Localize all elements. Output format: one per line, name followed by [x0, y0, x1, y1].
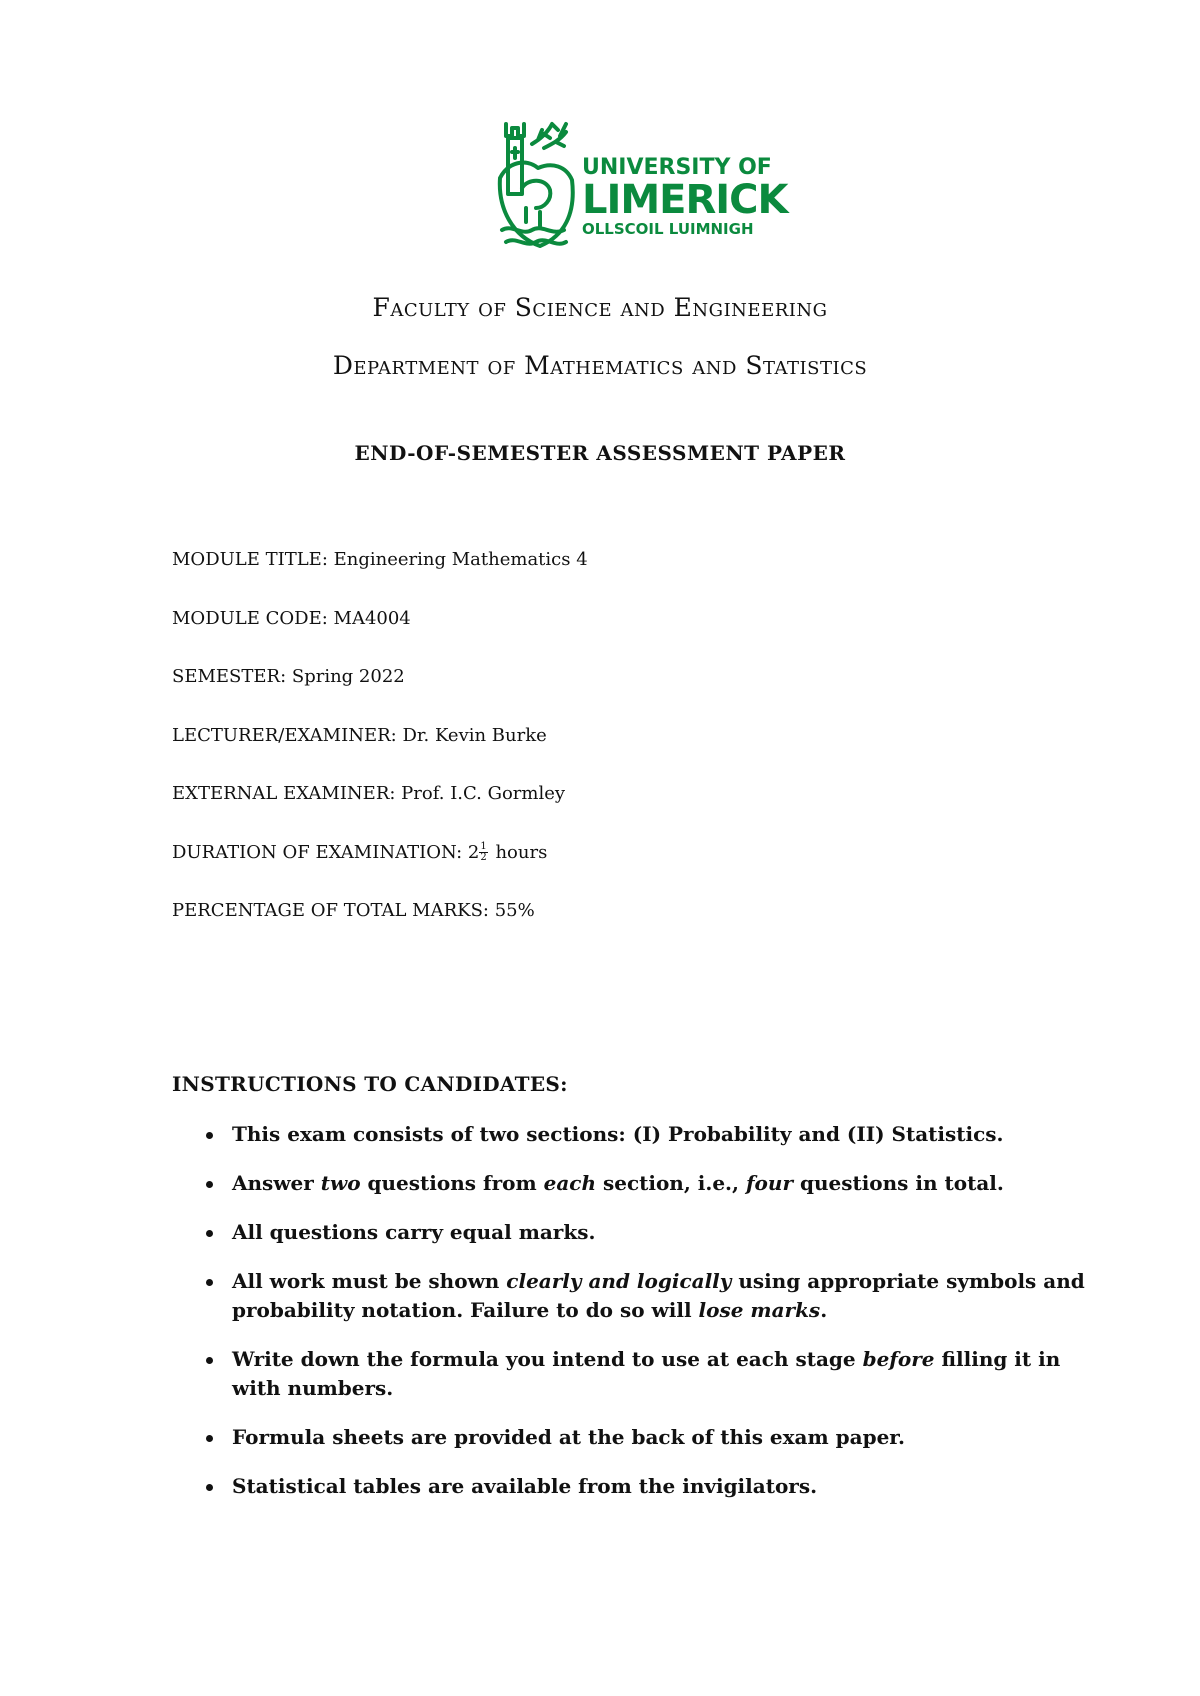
duration-denominator: 2: [480, 852, 487, 863]
module-code-row: [172, 607, 588, 666]
duration-numerator: 1: [480, 841, 487, 852]
instruction-emphasis: four: [745, 1171, 793, 1195]
paper-title: END-OF-SEMESTER ASSESSMENT PAPER: [354, 441, 846, 465]
bullet-icon: [206, 1230, 213, 1237]
semester-label: SEMESTER:: [172, 666, 287, 687]
instruction-item: [200, 1345, 1100, 1403]
instruction-text: Answer: [232, 1171, 314, 1195]
module-info: [172, 548, 588, 958]
instruction-text: section, i.e.,: [602, 1171, 739, 1195]
instruction-emphasis: two: [320, 1171, 361, 1195]
logo-line-2: LIMERICK: [582, 177, 788, 223]
instructions-list: [200, 1120, 1100, 1521]
logo-wordmark: [582, 156, 788, 238]
lecturer-value: Dr. Kevin Burke: [402, 724, 547, 746]
instruction-item: [200, 1169, 1100, 1198]
module-title-row: [172, 548, 588, 607]
duration-whole: 2: [467, 841, 480, 863]
bullet-icon: [206, 1357, 213, 1364]
logo-line-3: OLLSCOIL LUIMNIGH: [582, 220, 754, 238]
module-title-label: MODULE TITLE:: [172, 549, 328, 570]
external-examiner-value: Prof. I.C. Gormley: [401, 783, 566, 804]
lecturer-row: [172, 724, 588, 783]
instruction-text: questions from: [367, 1171, 537, 1195]
bullet-icon: [206, 1181, 213, 1188]
instruction-emphasis: clearly and logically: [506, 1269, 732, 1293]
semester-row: [172, 665, 588, 724]
module-title-value: Engineering Mathematics 4: [333, 549, 588, 570]
crest-icon: [492, 118, 582, 258]
faculty-heading: Faculty of Science and Engineering: [372, 293, 828, 322]
instruction-emphasis: each: [543, 1171, 596, 1195]
instruction-item: [200, 1472, 1100, 1501]
instruction-text: Formula sheets are provided at the back of this exam paper.: [232, 1425, 905, 1449]
instruction-text: Statistical tables are available from the invigilators.: [232, 1474, 818, 1498]
instruction-text: This exam consists of two sections: (I) Probability and (II) Statistics.: [232, 1122, 1004, 1146]
instruction-item: [200, 1267, 1100, 1325]
bullet-icon: [206, 1132, 213, 1139]
university-logo: [492, 118, 792, 258]
module-code-label: MODULE CODE:: [172, 607, 328, 629]
duration-label: DURATION OF EXAMINATION:: [172, 841, 463, 863]
external-examiner-row: [172, 782, 588, 841]
duration-fraction: [479, 842, 487, 863]
logo-line-1: UNIVERSITY OF: [582, 155, 772, 180]
duration-row: [172, 841, 588, 900]
external-examiner-label: EXTERNAL EXAMINER:: [172, 783, 396, 804]
bullet-icon: [206, 1435, 213, 1442]
percentage-label: PERCENTAGE OF TOTAL MARKS:: [172, 900, 489, 921]
department-heading: Department of Mathematics and Statistics: [332, 351, 868, 380]
instruction-emphasis: before: [862, 1347, 935, 1371]
duration-unit: hours: [495, 841, 548, 863]
module-code-value: MA4004: [333, 607, 411, 629]
instruction-item: [200, 1218, 1100, 1247]
percentage-row: [172, 899, 588, 958]
instruction-emphasis: lose marks: [698, 1298, 821, 1322]
semester-value: Spring 2022: [291, 666, 405, 687]
instructions-title: INSTRUCTIONS TO CANDIDATES:: [172, 1072, 568, 1096]
instruction-text: .: [820, 1298, 828, 1322]
instruction-text: filling it in with numbers.: [232, 1347, 1061, 1400]
instruction-text: Write down the formula you intend to use at each stage: [232, 1347, 856, 1371]
instruction-item: [200, 1423, 1100, 1452]
instruction-text: using appropriate symbols and probability notation. Failure to do so will: [232, 1269, 1085, 1322]
instruction-text: All work must be shown: [232, 1269, 500, 1293]
bullet-icon: [206, 1279, 213, 1286]
instruction-text: questions in total.: [799, 1171, 1004, 1195]
instruction-item: [200, 1120, 1100, 1149]
lecturer-label: LECTURER/EXAMINER:: [172, 724, 397, 746]
instruction-text: All questions carry equal marks.: [232, 1220, 596, 1244]
percentage-value: 55%: [494, 900, 535, 921]
bullet-icon: [206, 1484, 213, 1491]
